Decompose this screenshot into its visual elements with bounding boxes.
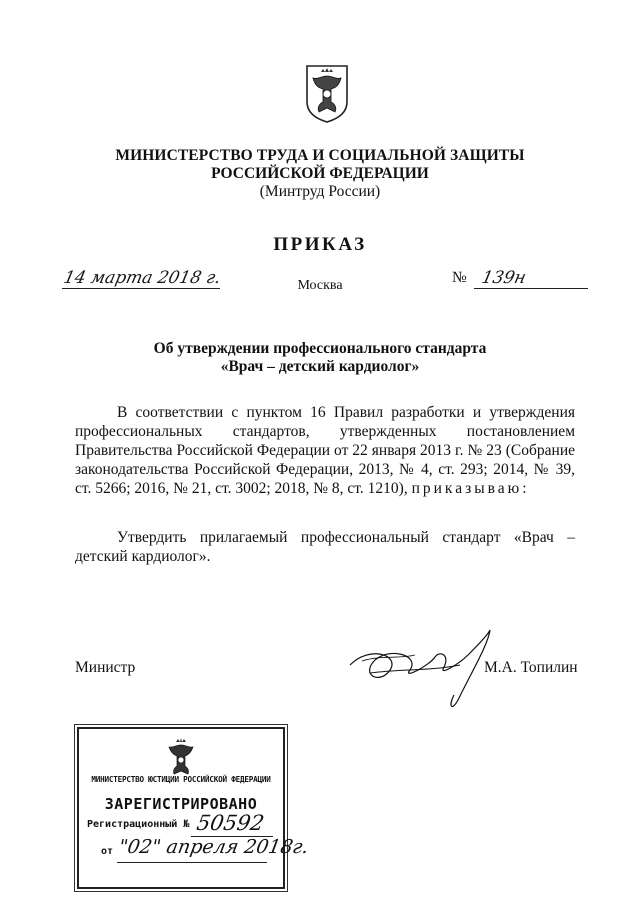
document-title-line2: «Врач – детский кардиолог» [220, 358, 420, 375]
order-date-handwritten: 14 марта 2018 г. [61, 268, 223, 288]
order-number-handwritten: 139н [479, 268, 528, 288]
signatory-name: М.А. Топилин [484, 659, 578, 676]
number-sign: № [452, 269, 467, 286]
registration-stamp [77, 727, 311, 889]
state-emblem-icon [303, 62, 351, 124]
ministry-name-line1: МИНИСТЕРСТВО ТРУДА И СОЦИАЛЬНОЙ ЗАЩИТЫ [115, 147, 525, 164]
order-action-word: приказываю: [411, 480, 530, 497]
ministry-name-line2: РОССИЙСКОЙ ФЕДЕРАЦИИ [211, 165, 429, 182]
body-paragraph-2: Утвердить прилагаемый профессиональный стандарт «Врач – детский кардиолог». [75, 529, 575, 565]
stamp-ministry-name: МИНИСТЕРСТВО ЮСТИЦИИ РОССИЙСКОЙ ФЕДЕРАЦИИ [91, 775, 271, 784]
stamp-from-date: "02" апреля 2018г. [117, 836, 311, 858]
stamp-regnum-label: Регистрационный № [87, 819, 190, 830]
stamp-date-underline [117, 862, 267, 863]
stamp-registered-label: ЗАРЕГИСТРИРОВАНО [104, 795, 258, 813]
body-paragraph-1 [75, 403, 575, 498]
signatory-position: Министр [75, 659, 136, 676]
handwritten-signature [340, 625, 500, 715]
order-title: ПРИКАЗ [273, 234, 367, 255]
city: Москва [297, 278, 343, 293]
document-title-line1: Об утверждении профессионального стандарта [153, 340, 487, 357]
ministry-short-name: (Минтруд России) [259, 183, 381, 200]
stamp-from-label: от [101, 846, 114, 857]
body-paragraph-1-text: В соответствии с пунктом 16 Правил разработки и утверждения профессиональных стандартов, утвержденных постановлением Правительства Российской Федерации от 22 января 2013 г. № 23 (Собрание законодательства Российской Федерации, 2013, № 4, ст. 293; 2014, № 39, ст. 5266; 2016, № 21, ст. 3002; 2018, № 8, ст. 1210), [75, 404, 575, 497]
stamp-regnum-value: 50592 [194, 811, 266, 835]
